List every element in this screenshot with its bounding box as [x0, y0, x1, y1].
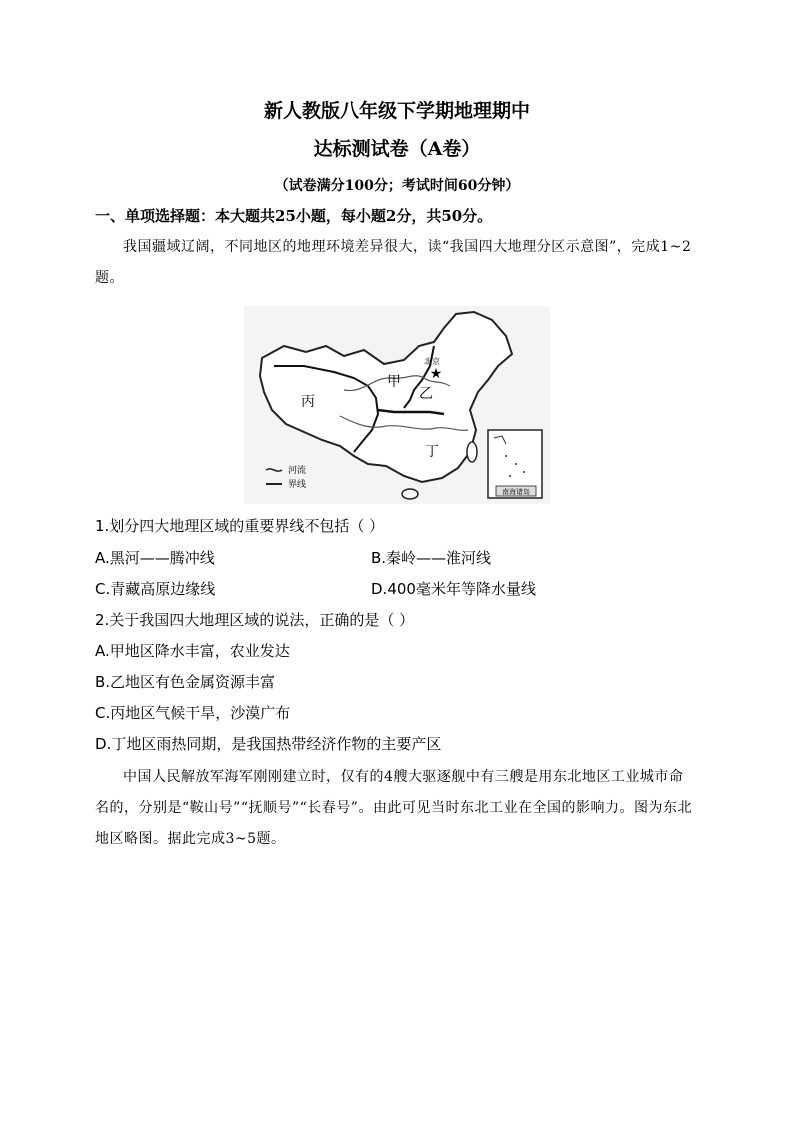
question-2-stem: 2.关于我国四大地理区域的说法，正确的是（ ）: [95, 611, 415, 629]
label-ding: 丁: [425, 444, 439, 460]
intro-paragraph-1: 我国疆域辽阔，不同地区的地理环境差异很大，读“我国四大地理分区示意图”，完成1~2题。: [95, 239, 692, 286]
taiwan-island: [467, 442, 477, 462]
question-1-option-a: A.黑河——腾冲线: [95, 549, 215, 567]
question-1-option-d: D.400毫米年等降水量线: [371, 580, 536, 598]
inset-label: 南海诸岛: [502, 488, 530, 496]
inset-island-dot: [515, 463, 517, 465]
question-2-option-a: A.甲地区降水丰富，农业发达: [95, 642, 290, 660]
question-1-option-c: C.青藏高原边缘线: [95, 580, 216, 598]
question-1-option-b: B.秦岭——淮河线: [371, 549, 492, 567]
label-jia: 甲: [387, 374, 401, 390]
inset-island-dot: [505, 455, 507, 457]
label-beijing: 北京: [424, 357, 440, 366]
label-yi: 乙: [419, 386, 433, 402]
question-2-option-b: B.乙地区有色金属资源丰富: [95, 673, 276, 691]
question-1-stem: 1.划分四大地理区域的重要界线不包括（ ）: [95, 517, 385, 535]
legend-boundary-label: 界线: [288, 480, 307, 490]
china-regions-map: [244, 306, 550, 504]
question-2-option-d: D.丁地区雨热同期，是我国热带经济作物的主要产区: [95, 735, 442, 753]
exam-title: 新人教版八年级下学期地理期中: [263, 100, 530, 122]
label-bing: 丙: [301, 394, 315, 410]
intro-paragraph-2: 中国人民解放军海军刚刚建立时，仅有的4艘大驱逐舰中有三艘是用东北地区工业城市命名的，分别是“鞍山号”“抚顺号”“长春号”。由此可见当时东北工业在全国的影响力。图为东北地区略图。据此完成3~5题。: [95, 769, 692, 847]
exam-title-line2: 达标测试卷（A卷）: [313, 138, 481, 160]
section-heading: 一、单项选择题：本大题共25小题，每小题2分，共50分。: [95, 207, 493, 225]
inset-island-dot: [509, 475, 511, 477]
exam-info: （试卷满分100分；考试时间60分钟）: [274, 178, 520, 194]
legend-river-label: 河流: [288, 466, 307, 476]
beijing-star-icon: ★: [429, 367, 443, 382]
question-2-option-c: C.丙地区气候干旱，沙漠广布: [95, 704, 291, 722]
hainan-island: [402, 489, 418, 499]
inset-island-dot: [523, 471, 525, 473]
